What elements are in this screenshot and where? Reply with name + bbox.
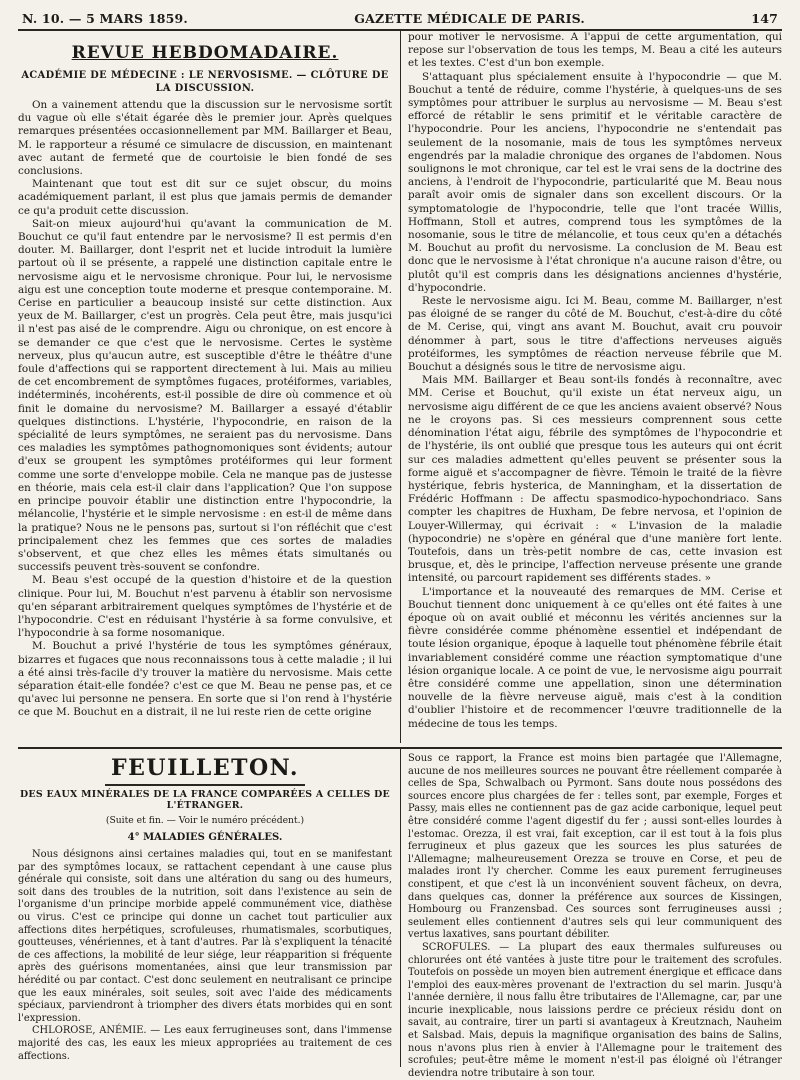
revue-paragraph: M. Bouchut a privé l'hystérie de tous les symptômes généraux, bizarres et fugaces que nous reconnaissons tous à cette maladie ; il lui a été ainsi très-facile d'y trouver la matière du nervosisme. Mais cette séparation était-elle fondée? c'est ce que M. Beau ne pense pas, et ce qu'avec lui personne ne pensera. En sorte que si l'on rend à l'hystérie ce que M. Bouchut en a distrait, il ne lui reste rien de cette origine — [18, 640, 392, 719]
revue-right-column — [402, 31, 782, 743]
feuilleton-paragraph: Nous désignons ainsi certaines maladies qui, tout en se manifestant par des symptômes locaux, se rattachent cependant à une cause plus générale qui consiste, soit dans une altération du sang ou des humeurs, soit dans des troubles de la nutrition, soit dans l'existence au sein de l'organisme d'un principe morbide appelé communément vice, diathèse ou virus. C'est ce principe qui donne un cachet tout particulier aux affections dites herpétiques, scrofuleuses, rhumatismales, scorbutiques, goutteuses, vénériennes, et à tant d'autres. Par là s'expliquent la ténacité de ces affections, la mobilité de leur siége, leur réapparition si fréquente après des guérisons momentanées, ainsi que leur transmission par hérédité ou par contact. C'est donc seulement en neutralisant ce principe que les eaux minérales, soit seules, soit avec l'aide des médicaments spéciaux, parviendront à triompher des divers états morbides qui en sont l'expression. — [18, 849, 392, 1024]
revue-paragraph: Sait-on mieux aujourd'hui qu'avant la communication de M. Bouchut ce qu'il faut entendre par le nervosisme? Il est permis d'en douter. M. Baillarger, dont l'esprit net et lucide introduit la lumière partout où il se présente, a rappelé une distinction capitale entre le nervosisme aigu et le nervosisme chronique. Pour lui, le nervosisme aigu est une conception toute moderne et presque contemporaine. M. Cerise en particulier a beaucoup insisté sur cette distinction. Aux yeux de M. Baillarger, c'est un progrès. Cela peut être, mais jusqu'ici il n'est pas aisé de le comprendre. Aigu ou chronique, on est encore à se demander ce que c'est que le nervosisme. Certes le système nerveux, plus qu'aucun autre, est susceptible d'être le théâtre d'une foule d'affections qui se rapportent directement à lui. Mais au milieu de cet encombrement de symptômes fugaces, protéiformes, variables, indéterminés, incohérents, est-il possible de dire où commence et où finit le domaine du nervosisme? M. Baillarger a essayé d'établir quelques distinctions. L'hystérie, l'hypocondrie, en raison de la spécialité de leurs symptômes, ne seraient pas du nervosisme. Dans ces maladies les symptômes pathognomoniques sont évidents; autour d'eux se groupent les symptômes protéiformes qui leur forment comme une sorte d'enveloppe mobile. Cela ne manque pas de justesse en théorie, mais cela est-il clair dans l'application? Que l'on suppose en principe pouvoir établir une distinction entre l'hypocondrie, la mélancolie, l'hystérie et le simple nervosisme : en est-il de même dans la pratique? Nous ne le pensons pas, surtout si l'on réfléchit que c'est principalement chez les femmes que ces sortes de maladies s'observent, et que chez elles les mêmes états simultanés ou successifs peuvent très-souvent se confondre. — [18, 217, 392, 574]
feuilleton-left-column — [18, 749, 401, 1067]
feuilleton-paragraph: Sous ce rapport, la France est moins bien partagée que l'Allemagne, aucune de nos meilleures sources ne pouvant être réellement comparée à celles de Spa, Schwalbach ou Pyrmont. Sans doute nous possédons des sources encore plus chargées de fer : telles sont, par exemple, Forges et Passy, mais elles ne contiennent pas de gaz acide carbonique, lequel peut être considéré comme l'agent digestif du fer ; aussi sont-elles lourdes à l'estomac. Orezza, il est vrai, fait exception, car il est tout à la fois plus ferrugineux et plus gazeux que les sources les plus saturées de l'Allemagne; malheureusement Orezza se trouve en Corse, et peu de malades iront l'y chercher. Comme les eaux purement ferrugineuses constipent, et que c'est là un inconvénient souvent fâcheux, on devra, dans quelques cas, donner la préférence aux sources de Kissingen, Hombourg ou Franzensbad. Ces sources sont ferrugineuses aussi ; seulement elles contiennent d'autres sels qui leur communiquent des vertus laxatives, sans pourtant débiliter. — [408, 753, 782, 941]
continuation-note: (Suite et fin. — Voir le numéro précédent.) — [105, 815, 305, 826]
page-number: 147 — [751, 11, 778, 26]
feuilleton-section — [18, 749, 782, 1079]
revue-paragraph: S'attaquant plus spécialement ensuite à l'hypocondrie — que M. Bouchut a tenté de réduire, comme l'hystérie, à quelques-uns de ses symptômes pour attribuer le surplus au nervosisme — M. Beau s'est efforcé de rétablir le sens primitif et le véritable caractère de l'hypocondrie. Pour les anciens, l'hypocondrie ne s'entendait pas seulement de la nosomanie, mais de tous les symptômes nerveux engendrés par la maladie chronique des organes de l'abdomen. Nous soulignons le mot chronique, car tel est le vrai sens de la doctrine des anciens, à l'endroit de l'hypocondrie, particularité que M. Beau nous paraît avoir omis de signaler dans son excellent discours. Or la symptomatologie de l'hypocondrie, telle que l'ont tracée Willis, Hoffmann, Stoll et autres, comprend tous les symptômes de la nosomanie, sous le titre de mélancolie, et tous ceux qu'en a détachés M. Bouchut au profit du nervosisme. La conclusion de M. Beau est donc que le nervosisme à l'état chronique n'a aucune raison d'être, ou plutôt qu'il est compris dans les désignations anciennes d'hystérie, d'hypocondrie. — [408, 70, 782, 294]
revue-paragraph: On a vainement attendu que la discussion sur le nervosisme sortît du vague où elle s'était égarée dès le premier jour. Après quelques remarques présentées occasionnellement par MM. Baillarger et Beau, M. le rapporteur a résumé ce simulacre de discussion, en maintenant avec autant de fermeté que de courtoisie le bien fondé de ses conclusions. — [18, 99, 392, 178]
feuilleton-subtitle: DES EAUX MINÉRALES DE LA FRANCE COMPARÉES A CELLES DE L'ÉTRANGER. — [19, 789, 391, 811]
feuilleton-title: FEUILLETON. — [18, 755, 392, 781]
feuilleton-paragraph: SCROFULES. — La plupart des eaux thermales sulfureuses ou chlorurées ont été vantées à juste titre pour le traitement des scrofules. Toutefois on possède un moyen bien autrement énergique et efficace dans l'emploi des eaux-mères provenant de l'extraction du sel marin. Jusqu'à l'année dernière, il nous fallu être tributaires de l'Allemagne, car, par une incurie inexplicable, nous laissions perdre ce précieux résidu dont on savait, au contraire, tirer un parti si avantageux à Kreutznach, Nauheim et Salsbad. Mais, depuis la magnifique organisation des bains de Salins, nous n'avons plus rien à envier à l'Allemagne pour le traitement des scrofules; peut-être même le moment n'est-il pas éloigné où l'étranger deviendra notre tributaire à son tour. — [408, 941, 782, 1079]
revue-paragraph: Mais MM. Baillarger et Beau sont-ils fondés à reconnaître, avec MM. Cerise et Bouchut, qu'il existe un état nerveux aigu, un nervosisme aigu différent de ce que les anciens avaient observé? Nous ne le croyons pas. Si ces messieurs comprennent sous cette dénomination l'état aigu, fébrile des symptômes de l'hypocondrie et de l'hystérie, ils ont oublié que presque tous les auteurs qui ont écrit sur ces maladies admettent qu'elles peuvent se présenter sous la forme aiguë et s'accompagner de fièvre. Témoin le traité de la fièvre hystérique, febris hysterica, de Manningham, et la dissertation de Frédéric Hoffmann : De affectu spasmodico-hypochondriaco. Sans compter les chapitres de Huxham, De febre nervosa, et l'opinion de Louyer-Willermay, qui écrivait : « L'invasion de la maladie (hypocondrie) ne s'opère en général que d'une manière fort lente. Toutefois, dans un très-petit nombre de cas, cette invasion est brusque, et, dès le principe, l'affection nerveuse présente une grande intensité, ou parcourt rapidement ses différents stades. » — [408, 374, 782, 585]
revue-title: REVUE HEBDOMADAIRE. — [71, 43, 339, 63]
issue-number: N. 10. — 5 MARS 1859. — [22, 11, 188, 26]
newspaper-page — [18, 8, 782, 1079]
revue-paragraph: pour motiver le nervosisme. A l'appui de cette argumentation, qui repose sur l'observation de tous les temps, M. Beau a cité les auteurs et les textes. C'est d'un bon exemple. — [408, 31, 782, 70]
revue-paragraph: M. Beau s'est occupé de la question d'histoire et de la question clinique. Pour lui, M. Bouchut n'est parvenu à établir son nervosisme qu'en séparant arbitrairement quelques symptômes de l'hystérie et de l'hypocondrie. C'est en réduisant l'hystérie à sa forme convulsive, et l'hypocondrie à sa forme nosomanique. — [18, 574, 392, 640]
revue-paragraph: L'importance et la nouveauté des remarques de MM. Cerise et Bouchut tiennent donc uniquement à ce qu'elles ont été faites à une époque où on avait oublié et méconnu les vérités anciennes sur la fièvre considérée comme phénomène essentiel et indépendant de toute lésion organique, époque à laquelle tout phénomène fébrile était invariablement considéré comme une réaction symptomatique d'une lésion organique locale. A ce point de vue, le nervosisme aigu pourrait être considéré comme une appellation, sinon une détermination nouvelle de la fièvre nerveuse aiguë, mais c'est à la condition d'oublier l'histoire et de recommencer l'œuvre traditionnelle de la médecine de tous les temps. — [408, 585, 782, 730]
revue-section — [18, 31, 782, 743]
section-heading: 4° MALADIES GÉNÉRALES. — [127, 832, 283, 843]
journal-title: GAZETTE MÉDICALE DE PARIS. — [354, 11, 585, 26]
revue-subtitle: ACADÉMIE DE MÉDECINE : LE NERVOSISME. — CLÔTURE DE LA DISCUSSION. — [21, 70, 389, 94]
page-header — [18, 8, 782, 28]
feuilleton-paragraph: CHLOROSE, ANÉMIE. — Les eaux ferrugineuses sont, dans l'immense majorité des cas, les eaux les mieux appropriées au traitement de ces affections. — [18, 1025, 392, 1062]
feuilleton-right-column — [402, 749, 782, 1079]
revue-left-column — [18, 31, 401, 743]
revue-paragraph: Maintenant que tout est dit sur ce sujet obscur, du moins académiquement parlant, il est plus que jamais permis de demander ce qu'a produit cette discussion. — [18, 178, 392, 217]
revue-paragraph: Reste le nervosisme aigu. Ici M. Beau, comme M. Baillarger, n'est pas éloigné de se ranger du côté de M. Bouchut, c'est-à-dire du côté de M. Cerise, qui, vingt ans avant M. Bouchut, avait cru pouvoir dénommer à part, sous le titre d'affections nerveuses aiguës protéiformes, les symptômes de réaction nerveuse fébrile que M. Bouchut a désignés sous le titre de nervosisme aigu. — [408, 295, 782, 374]
